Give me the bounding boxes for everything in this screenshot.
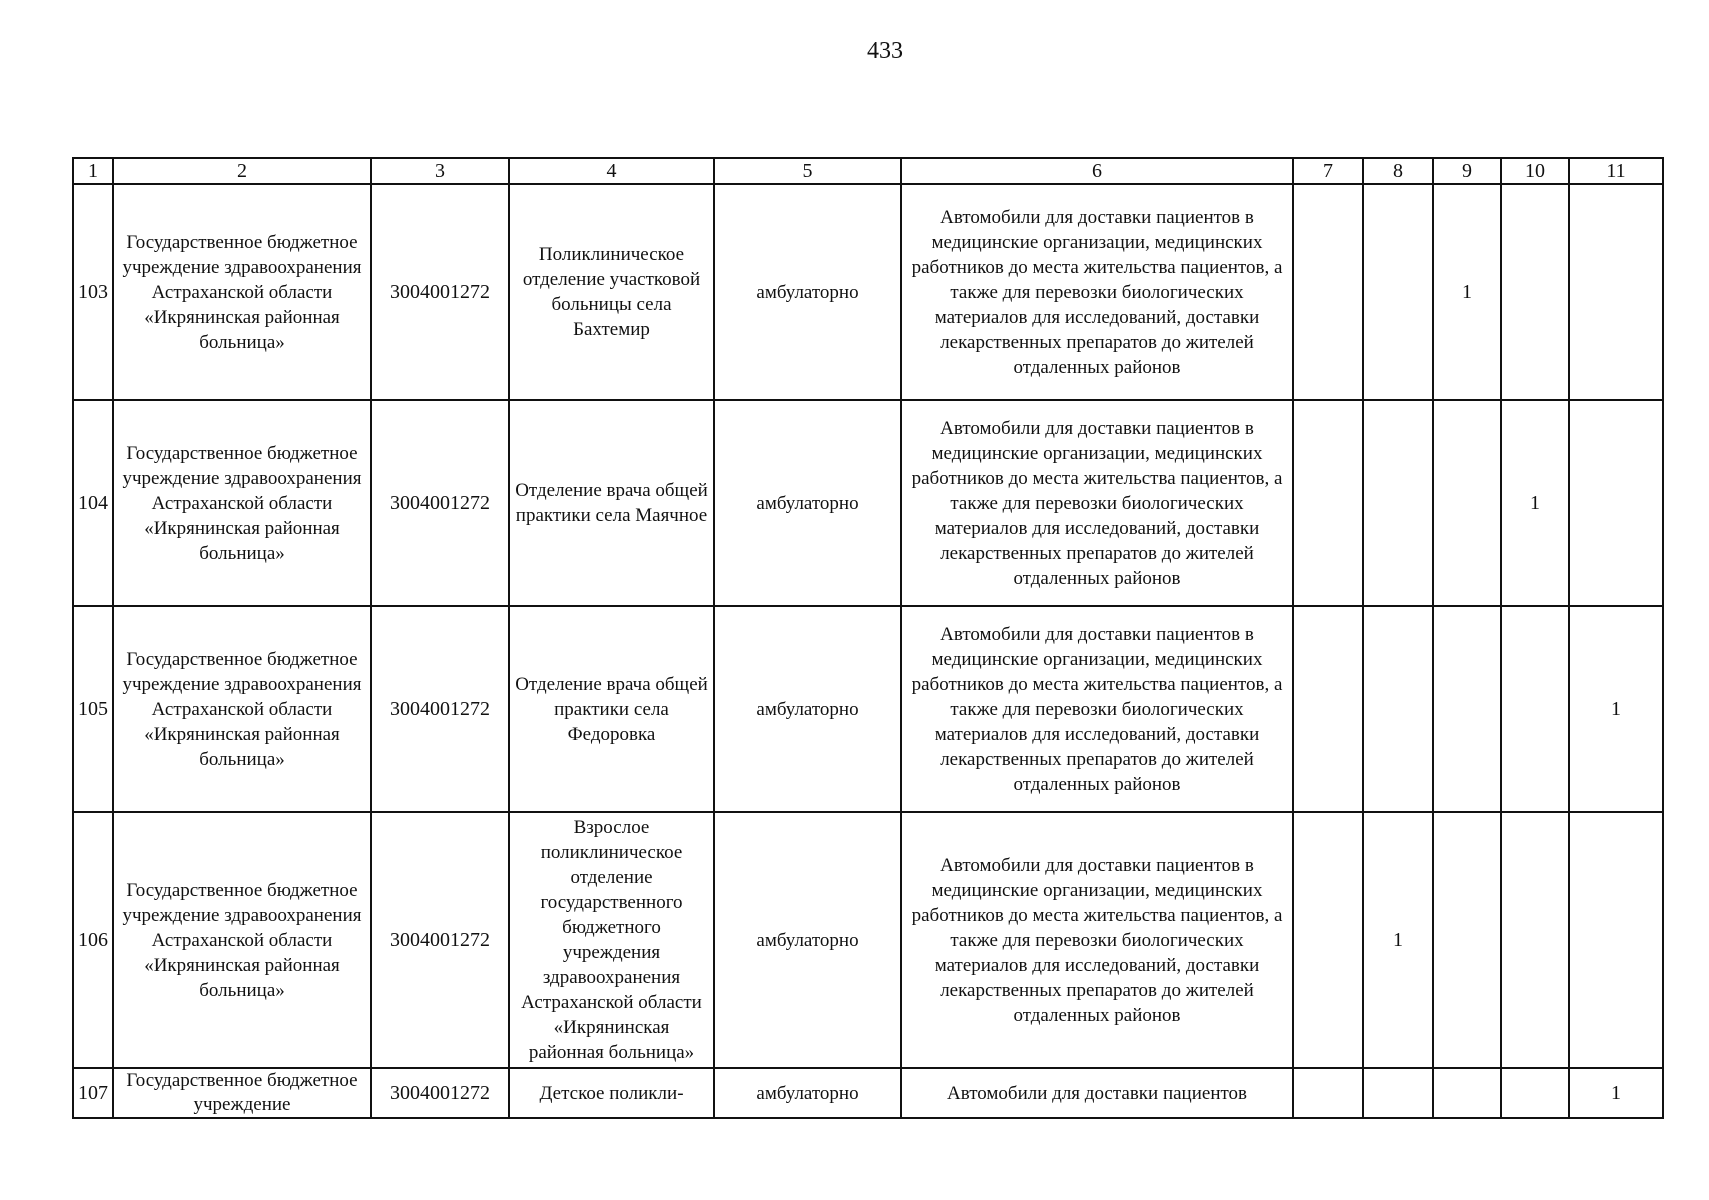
count-col-8 — [1363, 606, 1433, 812]
subdivision-name: Взрослое поликлиническое отделение государственного бюджетного учреждения здравоохранения Астраханской области «Икрянинская районная больница» — [509, 812, 714, 1068]
organization-name: Государственное бюджетное учреждение здравоохранения Астраханской области «Икрянинская районная больница» — [113, 812, 371, 1068]
count-col-9: 1 — [1433, 184, 1501, 400]
column-header-7: 7 — [1293, 158, 1363, 184]
count-col-10: 1 — [1501, 400, 1569, 606]
column-header-11: 11 — [1569, 158, 1663, 184]
vehicle-purpose: Автомобили для доставки пациентов в медицинские организации, медицинских работников до места жительства пациентов, а также для перевозки биологических материалов для исследований, доставки лекарственных препаратов до жителей отдаленных районов — [901, 606, 1293, 812]
organization-name: Государственное бюджетное учреждение здравоохранения Астраханской области «Икрянинская районная больница» — [113, 184, 371, 400]
inn-code: 3004001272 — [371, 184, 509, 400]
count-col-7 — [1293, 812, 1363, 1068]
count-col-11 — [1569, 812, 1663, 1068]
subdivision-name: Отделение врача общей практики села Федоровка — [509, 606, 714, 812]
row-number: 104 — [73, 400, 113, 606]
column-header-6: 6 — [901, 158, 1293, 184]
inn-code: 3004001272 — [371, 1068, 509, 1118]
column-header-8: 8 — [1363, 158, 1433, 184]
count-col-10 — [1501, 812, 1569, 1068]
header-row — [73, 158, 1663, 184]
table-row — [73, 184, 1663, 400]
column-header-3: 3 — [371, 158, 509, 184]
column-header-4: 4 — [509, 158, 714, 184]
row-number: 103 — [73, 184, 113, 400]
row-number: 107 — [73, 1068, 113, 1118]
count-col-10 — [1501, 1068, 1569, 1118]
care-mode: амбулаторно — [714, 812, 901, 1068]
count-col-7 — [1293, 400, 1363, 606]
count-col-8: 1 — [1363, 812, 1433, 1068]
subdivision-name: Детское поликли- — [509, 1068, 714, 1118]
count-col-11 — [1569, 184, 1663, 400]
table-row — [73, 1068, 1663, 1118]
count-col-11: 1 — [1569, 1068, 1663, 1118]
care-mode: амбулаторно — [714, 606, 901, 812]
count-col-7 — [1293, 1068, 1363, 1118]
column-header-10: 10 — [1501, 158, 1569, 184]
table-row — [73, 606, 1663, 812]
count-col-10 — [1501, 184, 1569, 400]
column-header-9: 9 — [1433, 158, 1501, 184]
care-mode: амбулаторно — [714, 400, 901, 606]
count-col-9 — [1433, 812, 1501, 1068]
vehicle-purpose: Автомобили для доставки пациентов в медицинские организации, медицинских работников до места жительства пациентов, а также для перевозки биологических материалов для исследований, доставки лекарственных препаратов до жителей отдаленных районов — [901, 812, 1293, 1068]
count-col-8 — [1363, 184, 1433, 400]
organization-name: Государственное бюджетное учреждение здравоохранения Астраханской области «Икрянинская районная больница» — [113, 606, 371, 812]
column-header-5: 5 — [714, 158, 901, 184]
subdivision-name: Поликлиническое отделение участковой больницы села Бахтемир — [509, 184, 714, 400]
vehicle-purpose: Автомобили для доставки пациентов в медицинские организации, медицинских работников до места жительства пациентов, а также для перевозки биологических материалов для исследований, доставки лекарственных препаратов до жителей отдаленных районов — [901, 184, 1293, 400]
inn-code: 3004001272 — [371, 400, 509, 606]
inn-code: 3004001272 — [371, 812, 509, 1068]
care-mode: амбулаторно — [714, 1068, 901, 1118]
count-col-9 — [1433, 1068, 1501, 1118]
inn-code: 3004001272 — [371, 606, 509, 812]
count-col-9 — [1433, 400, 1501, 606]
count-col-9 — [1433, 606, 1501, 812]
count-col-11: 1 — [1569, 606, 1663, 812]
page-number: 433 — [867, 38, 903, 64]
subdivision-name: Отделение врача общей практики села Маячное — [509, 400, 714, 606]
organization-name: Государственное бюджетное учреждение здравоохранения Астраханской области «Икрянинская районная больница» — [113, 400, 371, 606]
care-mode: амбулаторно — [714, 184, 901, 400]
count-col-8 — [1363, 400, 1433, 606]
column-header-1: 1 — [73, 158, 113, 184]
count-col-8 — [1363, 1068, 1433, 1118]
organization-name: Государственное бюджетное учреждение — [113, 1068, 371, 1118]
row-number: 105 — [73, 606, 113, 812]
count-col-11 — [1569, 400, 1663, 606]
count-col-7 — [1293, 606, 1363, 812]
count-col-10 — [1501, 606, 1569, 812]
table-row — [73, 400, 1663, 606]
count-col-7 — [1293, 184, 1363, 400]
vehicle-purpose: Автомобили для доставки пациентов в медицинские организации, медицинских работников до места жительства пациентов, а также для перевозки биологических материалов для исследований, доставки лекарственных препаратов до жителей отдаленных районов — [901, 400, 1293, 606]
vehicle-purpose: Автомобили для доставки пациентов — [901, 1068, 1293, 1118]
row-number: 106 — [73, 812, 113, 1068]
table-row — [73, 812, 1663, 1068]
vehicles-table — [72, 157, 1664, 1119]
column-header-2: 2 — [113, 158, 371, 184]
